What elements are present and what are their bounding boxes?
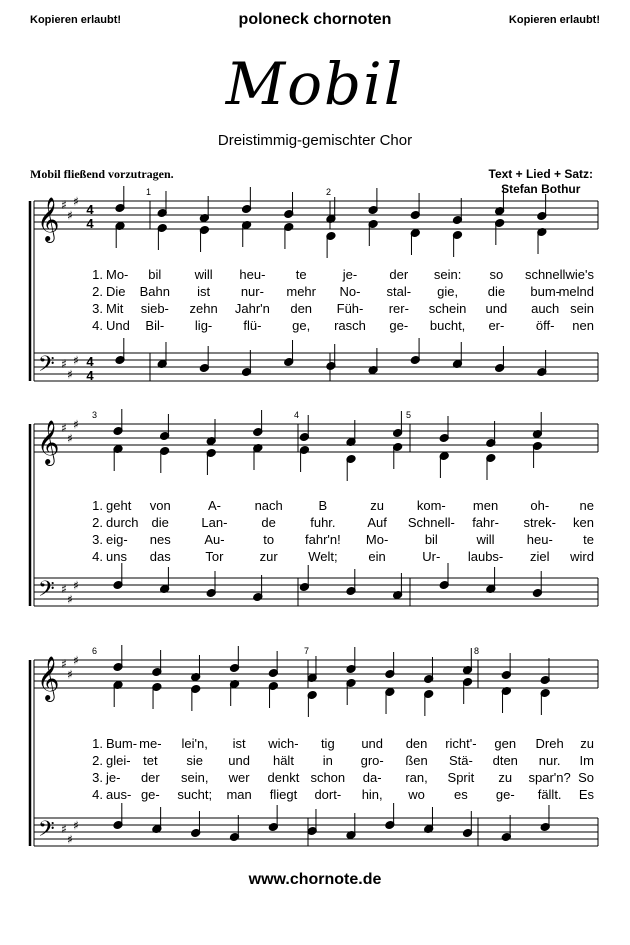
website-url: www.chornote.de xyxy=(248,871,382,888)
sharp-icon: ♯ xyxy=(67,667,73,682)
verse-number: 2. xyxy=(92,753,103,768)
lyric-syllable: mehr xyxy=(286,284,317,299)
lyric-syllable: Mo- xyxy=(365,532,389,547)
lyric-syllable: die xyxy=(151,515,169,530)
lyric-syllable: de xyxy=(261,515,276,530)
lyric-syllable: Lan- xyxy=(201,515,228,530)
lyric-syllable: laubs- xyxy=(467,549,504,564)
verse-number: 4. xyxy=(92,787,103,802)
lyric-syllable: bucht, xyxy=(429,318,466,333)
lyric-syllable: men xyxy=(472,498,499,513)
lyric-syllable: to xyxy=(263,532,275,547)
sharp-icon: ♯ xyxy=(73,194,79,209)
lyric-syllable: So xyxy=(578,770,594,785)
copy-permission-right: Kopieren erlaubt! xyxy=(508,14,600,26)
lyric-syllable: man xyxy=(226,787,252,802)
lyric-syllable: hält xyxy=(272,753,294,768)
lyric-syllable: richt'- xyxy=(445,736,477,751)
lyric-syllable: lei'n, xyxy=(181,736,208,751)
measure-number: 4 xyxy=(294,410,300,420)
lyric-syllable: fuhr. xyxy=(310,515,336,530)
lyric-syllable: den xyxy=(290,301,313,316)
treble-clef-icon: 𝄞 xyxy=(37,420,60,464)
lyric-syllable: rer- xyxy=(388,301,409,316)
lyric-syllable: so xyxy=(489,267,504,282)
song-subtitle: Dreistimmig-gemischter Chor xyxy=(217,132,413,149)
lyric-syllable: nes xyxy=(149,532,171,547)
bass-clef-icon: 𝄢 xyxy=(38,817,55,847)
time-signature-bottom: 4 xyxy=(86,368,94,383)
tempo-marking: Mobil fließend vorzutragen. xyxy=(30,167,174,181)
lyric-syllable: sein, xyxy=(180,770,209,785)
lyric-syllable: sie xyxy=(186,753,204,768)
lyric-syllable: je- xyxy=(342,267,358,282)
lyric-syllable: ist xyxy=(232,736,246,751)
lyric-syllable: den xyxy=(405,736,428,751)
lyric-syllable: gie, xyxy=(437,284,459,299)
lyric-syllable: ßen xyxy=(405,753,428,768)
lyric-syllable: Bahn xyxy=(139,284,170,299)
lyric-syllable: je- xyxy=(106,770,121,785)
lyric-syllable: heu- xyxy=(526,532,553,547)
sharp-icon: ♯ xyxy=(61,198,67,212)
sharp-icon: ♯ xyxy=(61,822,67,836)
lyric-syllable: heu- xyxy=(239,267,266,282)
lyric-syllable: Stä- xyxy=(448,753,473,768)
verse-number: 2. xyxy=(92,515,103,530)
verse-number: 3. xyxy=(92,301,103,316)
lyric-syllable: Auf xyxy=(367,515,387,530)
lyric-syllable: melnd xyxy=(558,284,594,299)
lyric-syllable: te xyxy=(295,267,307,282)
lyric-syllable: Au- xyxy=(204,532,225,547)
measure-number: 8 xyxy=(474,646,480,656)
lyric-syllable: ein xyxy=(368,549,386,564)
lyric-syllable: uns xyxy=(106,549,127,564)
lyric-syllable: glei- xyxy=(106,753,131,768)
lyric-syllable: fahr- xyxy=(472,515,499,530)
treble-clef-icon: 𝄞 xyxy=(37,656,60,700)
measure-number: 6 xyxy=(92,646,98,656)
lyric-syllable: ist xyxy=(197,284,211,299)
lyric-syllable: ge- xyxy=(495,787,515,802)
lyric-syllable: me- xyxy=(139,736,162,751)
lyric-syllable: und xyxy=(485,301,508,316)
lyric-syllable: zur xyxy=(259,549,278,564)
lyric-syllable: in xyxy=(322,753,333,768)
verse-number: 4. xyxy=(92,549,103,564)
lyric-syllable: strek- xyxy=(523,515,557,530)
lyric-syllable: kom- xyxy=(416,498,446,513)
lyric-syllable: denkt xyxy=(267,770,300,785)
lyric-syllable: sucht; xyxy=(177,787,213,802)
verse-number: 1. xyxy=(92,498,103,513)
sharp-icon: ♯ xyxy=(61,421,67,435)
lyric-syllable: wer xyxy=(228,770,250,785)
sharp-icon: ♯ xyxy=(73,653,79,668)
lyric-syllable: Bum- xyxy=(106,736,138,751)
lyric-syllable: Füh- xyxy=(336,301,364,316)
lyric-syllable: nur- xyxy=(240,284,264,299)
lyric-syllable: aus- xyxy=(106,787,132,802)
lyric-syllable: öff- xyxy=(535,318,555,333)
measure-number: 5 xyxy=(406,410,412,420)
lyric-syllable: gro- xyxy=(360,753,384,768)
lyric-syllable: sein xyxy=(570,301,594,316)
treble-clef-icon: 𝄞 xyxy=(37,197,60,241)
lyric-syllable: stal- xyxy=(386,284,412,299)
lyric-syllable: B xyxy=(318,498,328,513)
lyric-syllable: bum- xyxy=(530,284,561,299)
lyric-syllable: ran, xyxy=(405,770,428,785)
time-signature-bottom: 4 xyxy=(86,216,94,231)
sharp-icon: ♯ xyxy=(67,431,73,446)
lyric-syllable: ken xyxy=(573,515,594,530)
lyric-syllable: fällt. xyxy=(537,787,562,802)
lyric-syllable: Bil- xyxy=(145,318,165,333)
sharp-icon: ♯ xyxy=(73,417,79,432)
measure-number: 3 xyxy=(92,410,98,420)
lyric-syllable: nach xyxy=(254,498,283,513)
lyric-syllable: Mo- xyxy=(106,267,129,282)
lyric-syllable: zehn xyxy=(189,301,218,316)
bass-clef-icon: 𝄢 xyxy=(38,352,55,382)
lyric-syllable: wird xyxy=(570,549,594,564)
lyric-syllable: lig- xyxy=(194,318,213,333)
lyric-syllable: schnell xyxy=(524,267,566,282)
lyric-syllable: fahr'n! xyxy=(305,532,341,547)
credits-line-2: Stefan Bothur xyxy=(501,182,581,196)
measure-number: 1 xyxy=(146,187,152,197)
sharp-icon: ♯ xyxy=(73,818,79,833)
time-signature-top: 4 xyxy=(86,354,94,369)
lyric-syllable: flü- xyxy=(243,318,262,333)
verse-number: 1. xyxy=(92,267,103,282)
lyric-syllable: Mit xyxy=(106,301,124,316)
lyric-syllable: zu xyxy=(580,736,594,751)
lyric-syllable: Sprit xyxy=(447,770,475,785)
lyric-syllable: spar'n? xyxy=(528,770,571,785)
lyric-syllable: fliegt xyxy=(269,787,298,802)
lyric-syllable: von xyxy=(149,498,171,513)
lyric-syllable: schon xyxy=(310,770,346,785)
lyric-syllable: und xyxy=(228,753,250,768)
lyric-syllable: ge- xyxy=(140,787,160,802)
lyric-syllable: gen xyxy=(494,736,517,751)
lyric-syllable: Die xyxy=(106,284,126,299)
lyric-syllable: schein xyxy=(428,301,467,316)
sharp-icon: ♯ xyxy=(67,592,73,607)
lyric-syllable: Es xyxy=(578,787,594,802)
credits-line-1: Text + Lied + Satz: xyxy=(488,167,593,181)
copy-permission-left: Kopieren erlaubt! xyxy=(30,14,122,26)
lyric-syllable: dten xyxy=(492,753,518,768)
lyric-syllable: dort- xyxy=(314,787,342,802)
lyric-syllable: wie's xyxy=(565,267,594,282)
lyric-syllable: bil xyxy=(148,267,162,282)
song-title: Mobil xyxy=(225,50,405,118)
sharp-icon: ♯ xyxy=(67,832,73,847)
lyric-syllable: sieb- xyxy=(140,301,169,316)
lyric-syllable: zu xyxy=(498,770,513,785)
lyric-syllable: ge, xyxy=(292,318,311,333)
lyric-syllable: Im xyxy=(579,753,594,768)
sharp-icon: ♯ xyxy=(61,357,67,371)
lyric-syllable: ge- xyxy=(389,318,409,333)
lyric-syllable: nen xyxy=(572,318,594,333)
measure-number: 2 xyxy=(326,187,332,197)
sharp-icon: ♯ xyxy=(73,353,79,368)
verse-number: 3. xyxy=(92,770,103,785)
lyric-syllable: bil xyxy=(424,532,438,547)
lyric-syllable: Jahr'n xyxy=(234,301,270,316)
lyric-syllable: da- xyxy=(362,770,382,785)
lyric-syllable: te xyxy=(583,532,594,547)
bass-clef-icon: 𝄢 xyxy=(38,577,55,607)
lyric-syllable: rasch xyxy=(334,318,366,333)
lyric-syllable: es xyxy=(454,787,468,802)
sharp-icon: ♯ xyxy=(61,657,67,671)
lyric-syllable: tig xyxy=(320,736,335,751)
lyric-syllable: Und xyxy=(106,318,130,333)
lyric-syllable: er- xyxy=(488,318,505,333)
lyric-syllable: No- xyxy=(339,284,361,299)
lyric-syllable: Ur- xyxy=(422,549,441,564)
lyric-syllable: ziel xyxy=(530,549,550,564)
lyric-syllable: oh- xyxy=(530,498,550,513)
lyric-syllable: wo xyxy=(408,787,425,802)
lyric-syllable: Welt; xyxy=(308,549,338,564)
sharp-icon: ♯ xyxy=(61,582,67,596)
lyric-syllable: die xyxy=(487,284,506,299)
verse-number: 1. xyxy=(92,736,103,751)
lyric-syllable: sein: xyxy=(433,267,462,282)
measure-number: 7 xyxy=(304,646,310,656)
lyric-syllable: geht xyxy=(106,498,132,513)
lyric-syllable: will xyxy=(194,267,213,282)
sharp-icon: ♯ xyxy=(67,367,73,382)
lyric-syllable: Dreh xyxy=(535,736,564,751)
lyric-syllable: tet xyxy=(143,753,158,768)
lyric-syllable: A- xyxy=(207,498,221,513)
verse-number: 3. xyxy=(92,532,103,547)
lyric-syllable: der xyxy=(389,267,409,282)
lyric-syllable: Schnell- xyxy=(407,515,455,530)
lyric-syllable: will xyxy=(476,532,495,547)
publisher-name: poloneck chornoten xyxy=(238,11,392,28)
lyric-syllable: und xyxy=(361,736,384,751)
time-signature-top: 4 xyxy=(86,202,94,217)
lyric-syllable: durch xyxy=(106,515,139,530)
lyric-syllable: ne xyxy=(579,498,594,513)
lyric-syllable: das xyxy=(149,549,171,564)
lyric-syllable: wich- xyxy=(268,736,299,751)
sharp-icon: ♯ xyxy=(73,578,79,593)
lyric-syllable: Tor xyxy=(205,549,224,564)
lyric-syllable: der xyxy=(140,770,160,785)
lyric-syllable: nur. xyxy=(538,753,561,768)
sharp-icon: ♯ xyxy=(67,208,73,223)
lyric-syllable: eig- xyxy=(106,532,128,547)
verse-number: 4. xyxy=(92,318,103,333)
lyric-syllable: hin, xyxy=(361,787,383,802)
lyric-syllable: zu xyxy=(370,498,384,513)
lyric-syllable: auch xyxy=(531,301,560,316)
verse-number: 2. xyxy=(92,284,103,299)
